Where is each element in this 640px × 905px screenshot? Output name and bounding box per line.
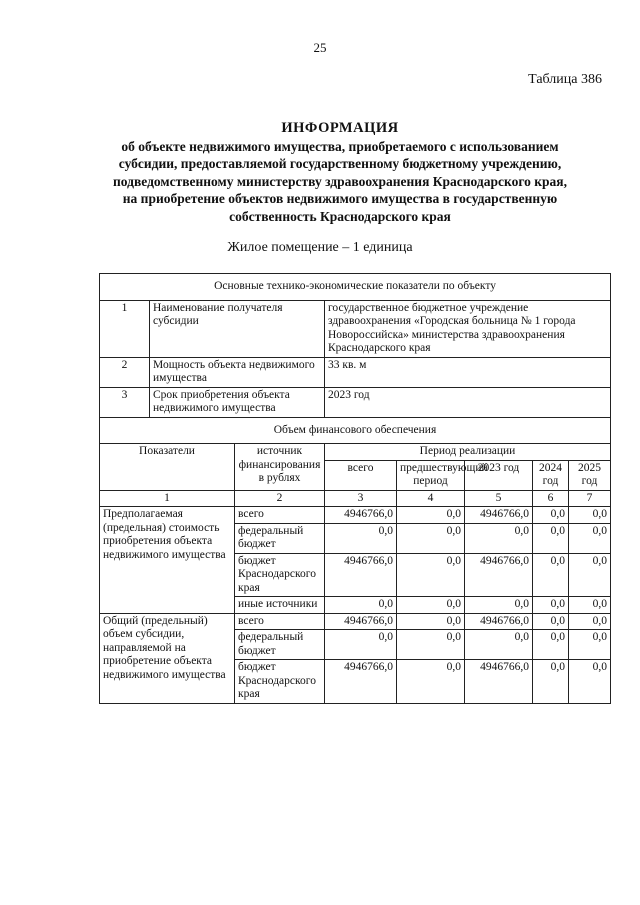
header-indicators: Показатели bbox=[100, 444, 235, 491]
fin-header-row bbox=[100, 444, 611, 461]
info-value: 2023 год bbox=[325, 387, 611, 417]
fin-value: 0,0 bbox=[465, 630, 533, 660]
info-value: государственное бюджетное учреждение здравоохранения «Городская больница № 1 города Новороссийска» министерства здравоохранения Краснодарского края bbox=[325, 300, 611, 357]
fin-value: 4946766,0 bbox=[465, 553, 533, 597]
document-title bbox=[70, 120, 610, 225]
fin-value: 0,0 bbox=[397, 660, 465, 704]
fin-source: бюджет Краснодарского края bbox=[235, 660, 325, 704]
title-line: субсидии, предоставляемой государственному бюджетному учреждению, bbox=[118, 156, 562, 171]
fin-value: 4946766,0 bbox=[325, 613, 397, 630]
section-title-tech: Основные технико-экономические показатели по объекту bbox=[100, 274, 611, 301]
fin-value: 0,0 bbox=[533, 597, 569, 614]
fin-value: 0,0 bbox=[397, 523, 465, 553]
info-value: 33 кв. м bbox=[325, 357, 611, 387]
title-line: собственность Краснодарского края bbox=[229, 208, 451, 224]
fin-value: 4946766,0 bbox=[465, 660, 533, 704]
fin-source: всего bbox=[235, 507, 325, 524]
fin-value: 4946766,0 bbox=[325, 507, 397, 524]
fin-value: 0,0 bbox=[465, 523, 533, 553]
page-number: 25 bbox=[313, 40, 327, 55]
section-header-row bbox=[100, 417, 611, 444]
info-label: Наименование получателя субсидии bbox=[150, 300, 325, 357]
info-row bbox=[100, 387, 611, 417]
section-title-finance: Объем финансового обеспечения bbox=[100, 417, 611, 444]
fin-value: 4946766,0 bbox=[465, 613, 533, 630]
info-label: Мощность объекта недвижимого имущества bbox=[150, 357, 325, 387]
column-number: 4 bbox=[397, 490, 465, 507]
column-number: 3 bbox=[325, 490, 397, 507]
info-row bbox=[100, 300, 611, 357]
fin-value: 0,0 bbox=[533, 630, 569, 660]
column-number: 1 bbox=[100, 490, 235, 507]
header-col-2025: 2025 год bbox=[569, 460, 611, 490]
fin-row bbox=[100, 507, 611, 524]
table-id: Таблица 386 bbox=[528, 72, 602, 87]
info-num: 3 bbox=[100, 387, 150, 417]
header-period: Период реализации bbox=[325, 444, 611, 461]
fin-value: 4946766,0 bbox=[465, 507, 533, 524]
fin-value: 0,0 bbox=[397, 613, 465, 630]
fin-value: 0,0 bbox=[569, 660, 611, 704]
group-label: Предполагаемая (предельная) стоимость приобретения объекта недвижимого имущества bbox=[100, 507, 235, 614]
header-source: источник финансирования в рублях bbox=[235, 444, 325, 491]
column-number-row bbox=[100, 490, 611, 507]
fin-value: 0,0 bbox=[397, 553, 465, 597]
info-table bbox=[99, 273, 611, 704]
fin-row bbox=[100, 613, 611, 630]
section-header-row bbox=[100, 274, 611, 301]
column-number: 7 bbox=[569, 490, 611, 507]
title-line: подведомственному министерству здравоохранения Краснодарского края, bbox=[113, 173, 567, 189]
fin-source: федеральный бюджет bbox=[235, 523, 325, 553]
subtitle: Жилое помещение – 1 единица bbox=[227, 240, 413, 255]
fin-value: 0,0 bbox=[569, 553, 611, 597]
fin-value: 0,0 bbox=[569, 507, 611, 524]
fin-value: 0,0 bbox=[397, 507, 465, 524]
column-number: 2 bbox=[235, 490, 325, 507]
header-col-2024: 2024 год bbox=[533, 460, 569, 490]
fin-source: федеральный бюджет bbox=[235, 630, 325, 660]
fin-value: 0,0 bbox=[533, 553, 569, 597]
fin-value: 0,0 bbox=[533, 660, 569, 704]
header-col-previous: предшествующий период bbox=[397, 460, 465, 490]
fin-value: 0,0 bbox=[325, 523, 397, 553]
fin-value: 0,0 bbox=[465, 597, 533, 614]
fin-value: 0,0 bbox=[569, 613, 611, 630]
title-line: на приобретение объектов недвижимого имущества в государственную bbox=[122, 191, 558, 206]
header-col-total: всего bbox=[325, 460, 397, 490]
fin-source: бюджет Краснодарского края bbox=[235, 553, 325, 597]
fin-source: всего bbox=[235, 613, 325, 630]
fin-value: 4946766,0 bbox=[325, 660, 397, 704]
fin-value: 0,0 bbox=[533, 523, 569, 553]
fin-value: 0,0 bbox=[569, 597, 611, 614]
info-label: Срок приобретения объекта недвижимого имущества bbox=[150, 387, 325, 417]
fin-value: 0,0 bbox=[397, 630, 465, 660]
header-col-2023: 2023 год bbox=[465, 460, 533, 490]
group-label: Общий (предельный) объем субсидии, направляемой на приобретение объекта недвижимого имущества bbox=[100, 613, 235, 703]
fin-value: 0,0 bbox=[569, 630, 611, 660]
fin-value: 0,0 bbox=[325, 597, 397, 614]
title-main: ИНФОРМАЦИЯ bbox=[281, 120, 399, 136]
fin-value: 0,0 bbox=[533, 613, 569, 630]
fin-value: 0,0 bbox=[397, 597, 465, 614]
fin-value: 4946766,0 bbox=[325, 553, 397, 597]
title-line: об объекте недвижимого имущества, приобретаемого с использованием bbox=[121, 138, 559, 154]
info-row bbox=[100, 357, 611, 387]
fin-source: иные источники bbox=[235, 597, 325, 614]
column-number: 6 bbox=[533, 490, 569, 507]
fin-value: 0,0 bbox=[533, 507, 569, 524]
fin-value: 0,0 bbox=[569, 523, 611, 553]
column-number: 5 bbox=[465, 490, 533, 507]
fin-value: 0,0 bbox=[325, 630, 397, 660]
info-num: 2 bbox=[100, 357, 150, 387]
info-num: 1 bbox=[100, 300, 150, 357]
